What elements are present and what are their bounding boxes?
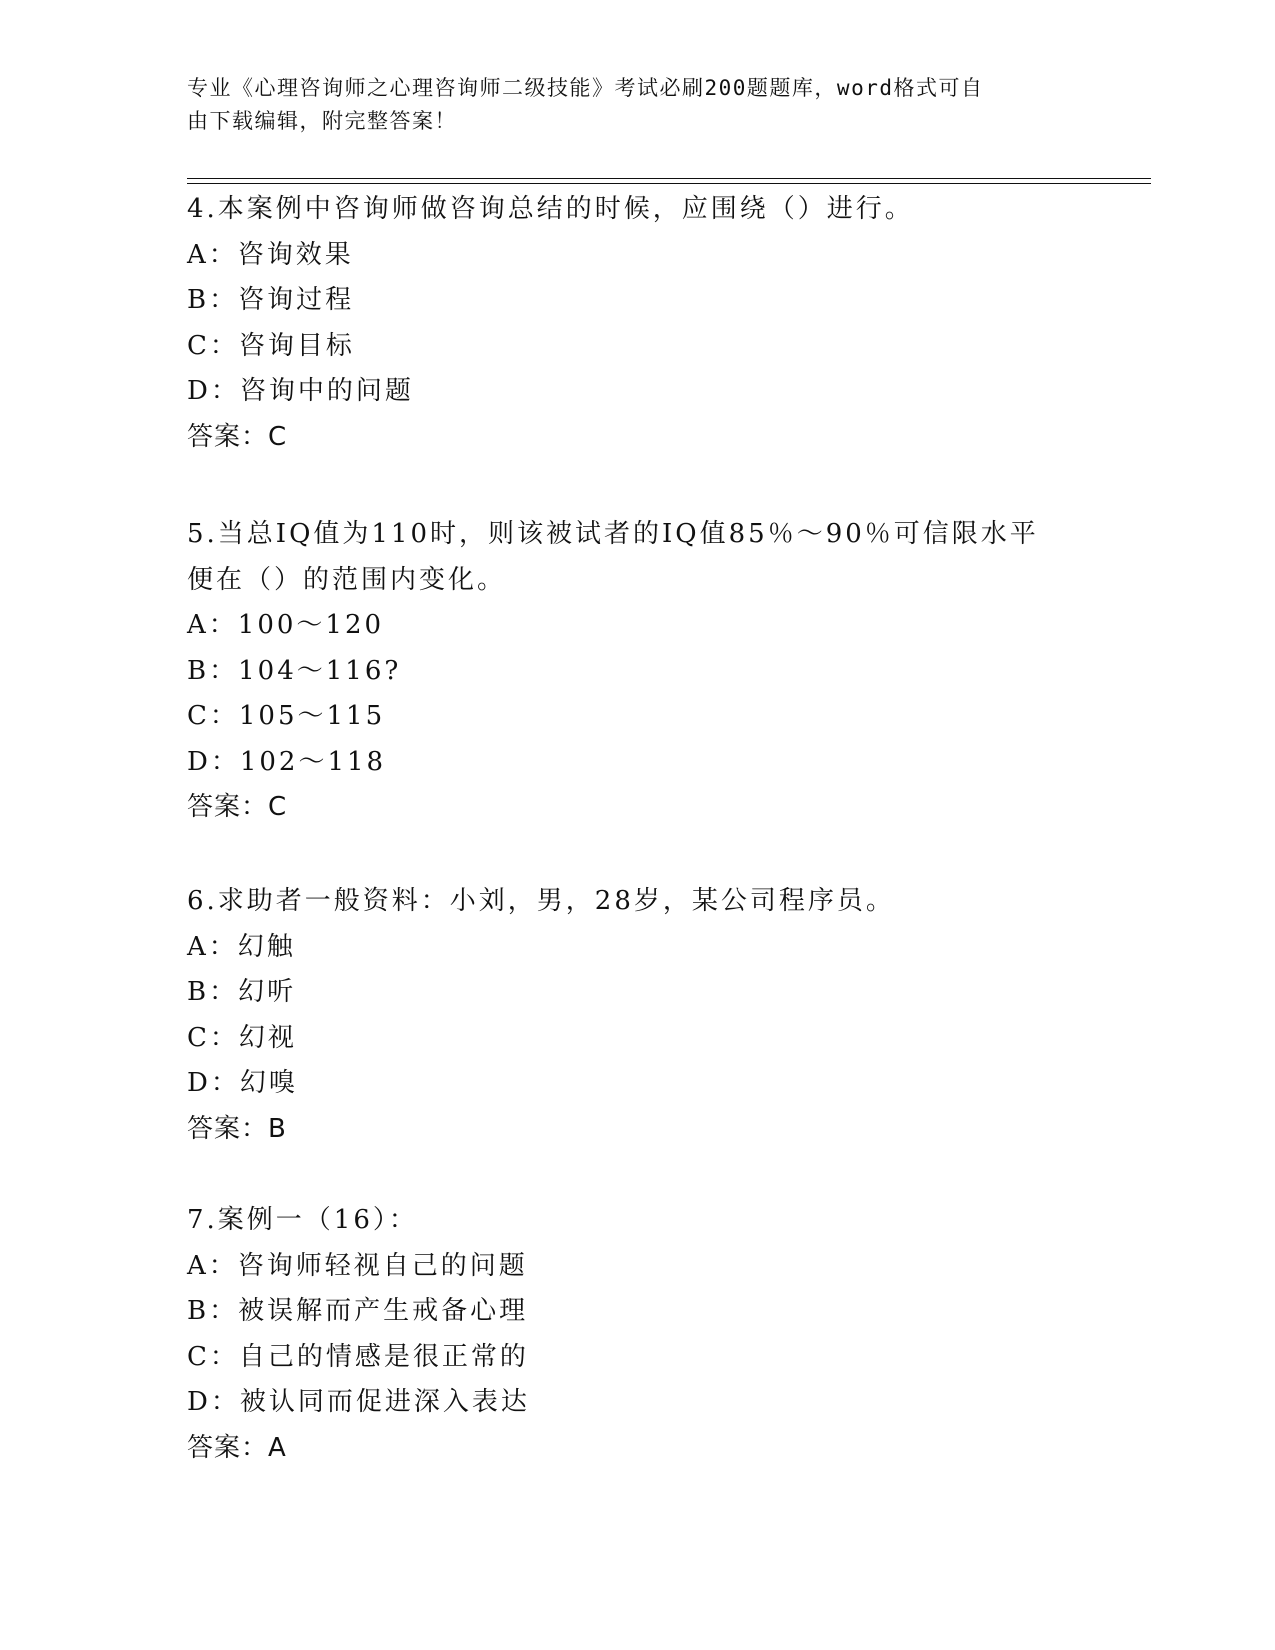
option-c: C：105～115 bbox=[187, 701, 386, 731]
question-6 bbox=[187, 879, 1087, 1152]
header-line-1: 专业《心理咨询师之心理咨询师二级技能》考试必刷200题题库，word格式可自 bbox=[187, 76, 984, 100]
answer-label: 答案：A bbox=[187, 1432, 287, 1463]
option-d: D：102～118 bbox=[187, 746, 387, 777]
option-b: B：咨询过程 bbox=[187, 285, 355, 315]
question-4 bbox=[187, 187, 1087, 460]
option-c: C：咨询目标 bbox=[187, 330, 355, 361]
header-divider-top bbox=[187, 178, 1151, 179]
question-7 bbox=[187, 1198, 1087, 1471]
question-text: 6.求助者一般资料：小刘，男，28岁，某公司程序员。 bbox=[187, 886, 895, 916]
answer-label: 答案：C bbox=[187, 792, 288, 822]
question-5 bbox=[187, 512, 1067, 831]
option-b: B：幻听 bbox=[187, 977, 297, 1007]
option-a: A：100～120 bbox=[187, 610, 385, 640]
option-c: C：自己的情感是很正常的 bbox=[187, 1341, 529, 1372]
option-a: A：咨询效果 bbox=[187, 239, 354, 270]
option-c: C：幻视 bbox=[187, 1022, 297, 1053]
header-line-2: 由下载编辑，附完整答案！ bbox=[187, 109, 457, 133]
option-b: B：被误解而产生戒备心理 bbox=[187, 1296, 529, 1326]
option-a: A：咨询师轻视自己的问题 bbox=[187, 1250, 528, 1281]
answer-label: 答案：B bbox=[187, 1113, 287, 1144]
option-d: D：被认同而促进深入表达 bbox=[187, 1387, 530, 1417]
question-text: 4.本案例中咨询师做咨询总结的时候，应围绕（）进行。 bbox=[187, 194, 914, 224]
option-a: A：幻触 bbox=[187, 931, 296, 962]
question-text: 7.案例一（16）： bbox=[187, 1205, 418, 1235]
question-text: 5.当总IQ值为110时，则该被试者的IQ值85％～90％可信限水平便在（）的范围内变化。 bbox=[187, 519, 1039, 595]
answer-label: 答案：C bbox=[187, 421, 288, 452]
header-divider-bottom bbox=[187, 183, 1151, 184]
document-header bbox=[187, 72, 1067, 138]
option-d: D：幻嗅 bbox=[187, 1068, 298, 1098]
option-b: B：104～116? bbox=[187, 655, 402, 686]
option-d: D：咨询中的问题 bbox=[187, 376, 414, 406]
